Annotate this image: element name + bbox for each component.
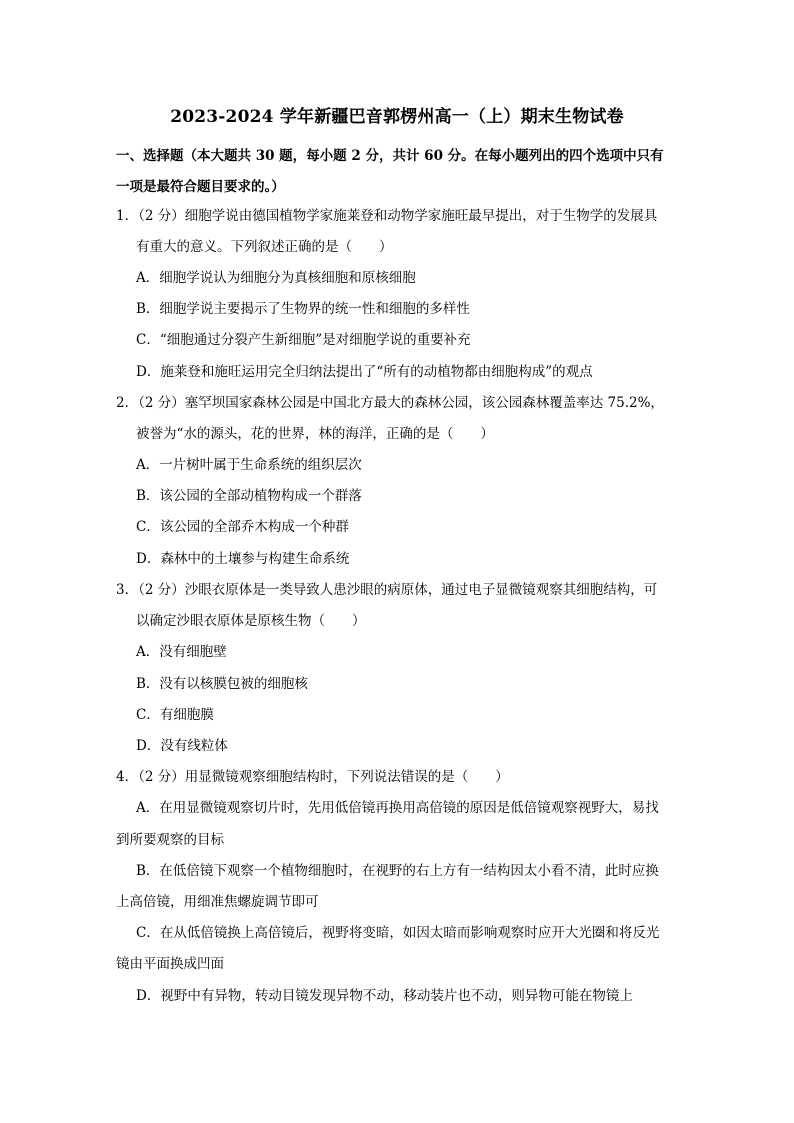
question-3-stem-line2: 以确定沙眼衣原体是原核生物（ ） (136, 613, 366, 629)
question-1-stem-line1: 1．（2 分）细胞学说由德国植物学家施莱登和动物学家施旺最早提出，对于生物学的发展具 (116, 208, 658, 224)
question-2-option-c: C．该公园的全部乔木构成一个种群 (136, 519, 349, 535)
question-4-option-c-line2: 镜由平面换成凹面 (116, 956, 224, 972)
question-4-stem-line1: 4．（2 分）用显微镜观察细胞结构时，下列说法错误的是（ ） (116, 769, 509, 785)
question-3-option-b: B．没有以核膜包被的细胞核 (136, 676, 308, 692)
section-heading-line2: 一项是最符合题目要求的。） (116, 179, 285, 195)
question-2-stem-line2: 被誉为“水的源头，花的世界，林的海洋，正确的是（ ） (136, 426, 494, 442)
question-4-option-d-line1: D．视野中有异物，转动目镜发现异物不动，移动装片也不动，则异物可能在物镜上 (136, 988, 633, 1004)
question-2-option-b: B．该公园的全部动植物构成一个群落 (136, 488, 362, 504)
section-heading-line1: 一、选择题（本大题共 30 题，每小题 2 分，共计 60 分。在每小题列出的四个选项中只有 (116, 148, 664, 164)
question-1-option-b: B．细胞学说主要揭示了生物界的统一性和细胞的多样性 (136, 301, 470, 317)
question-1-stem-line2: 有重大的意义。下列叙述正确的是（ ） (136, 239, 393, 255)
question-4-option-a-line1: A．在用显微镜观察切片时，先用低倍镜再换用高倍镜的原因是低倍镜观察视野大，易找 (136, 800, 659, 816)
question-3-option-d: D．没有线粒体 (136, 738, 228, 754)
question-2-option-d: D．森林中的土壤参与构建生命系统 (136, 551, 350, 567)
question-1-option-a: A．细胞学说认为细胞分为真核细胞和原核细胞 (136, 270, 416, 286)
question-3-option-c: C．有细胞膜 (136, 707, 214, 723)
question-4-option-a-line2: 到所要观察的目标 (116, 832, 224, 848)
question-1-option-c: C．“细胞通过分裂产生新细胞”是对细胞学说的重要补充 (136, 332, 471, 348)
question-3-stem-line1: 3．（2 分）沙眼衣原体是一类导致人患沙眼的病原体，通过电子显微镜观察其细胞结构，可 (116, 582, 658, 598)
question-4-option-c-line1: C．在从低倍镜换上高倍镜后，视野将变暗，如因太暗而影响观察时应开大光圈和将反光 (136, 925, 660, 941)
question-2-option-a: A．一片树叶属于生命系统的组织层次 (136, 457, 362, 473)
page-title: 2023-2024 学年新疆巴音郭楞州高一（上）期末生物试卷 (170, 107, 624, 127)
question-4-option-b-line2: 上高倍镜，用细准焦螺旋调节即可 (116, 894, 319, 910)
question-1-option-d: D．施莱登和施旺运用完全归纳法提出了“所有的动植物都由细胞构成”的观点 (136, 364, 593, 380)
question-4-option-b-line1: B．在低倍镜下观察一个植物细胞时，在视野的右上方有一结构因太小看不清，此时应换 (136, 863, 659, 879)
question-2-stem-line1: 2．（2 分）塞罕坝国家森林公园是中国北方最大的森林公园，该公园森林覆盖率达 75.2%， (116, 395, 664, 411)
question-3-option-a: A．没有细胞壁 (136, 644, 227, 660)
